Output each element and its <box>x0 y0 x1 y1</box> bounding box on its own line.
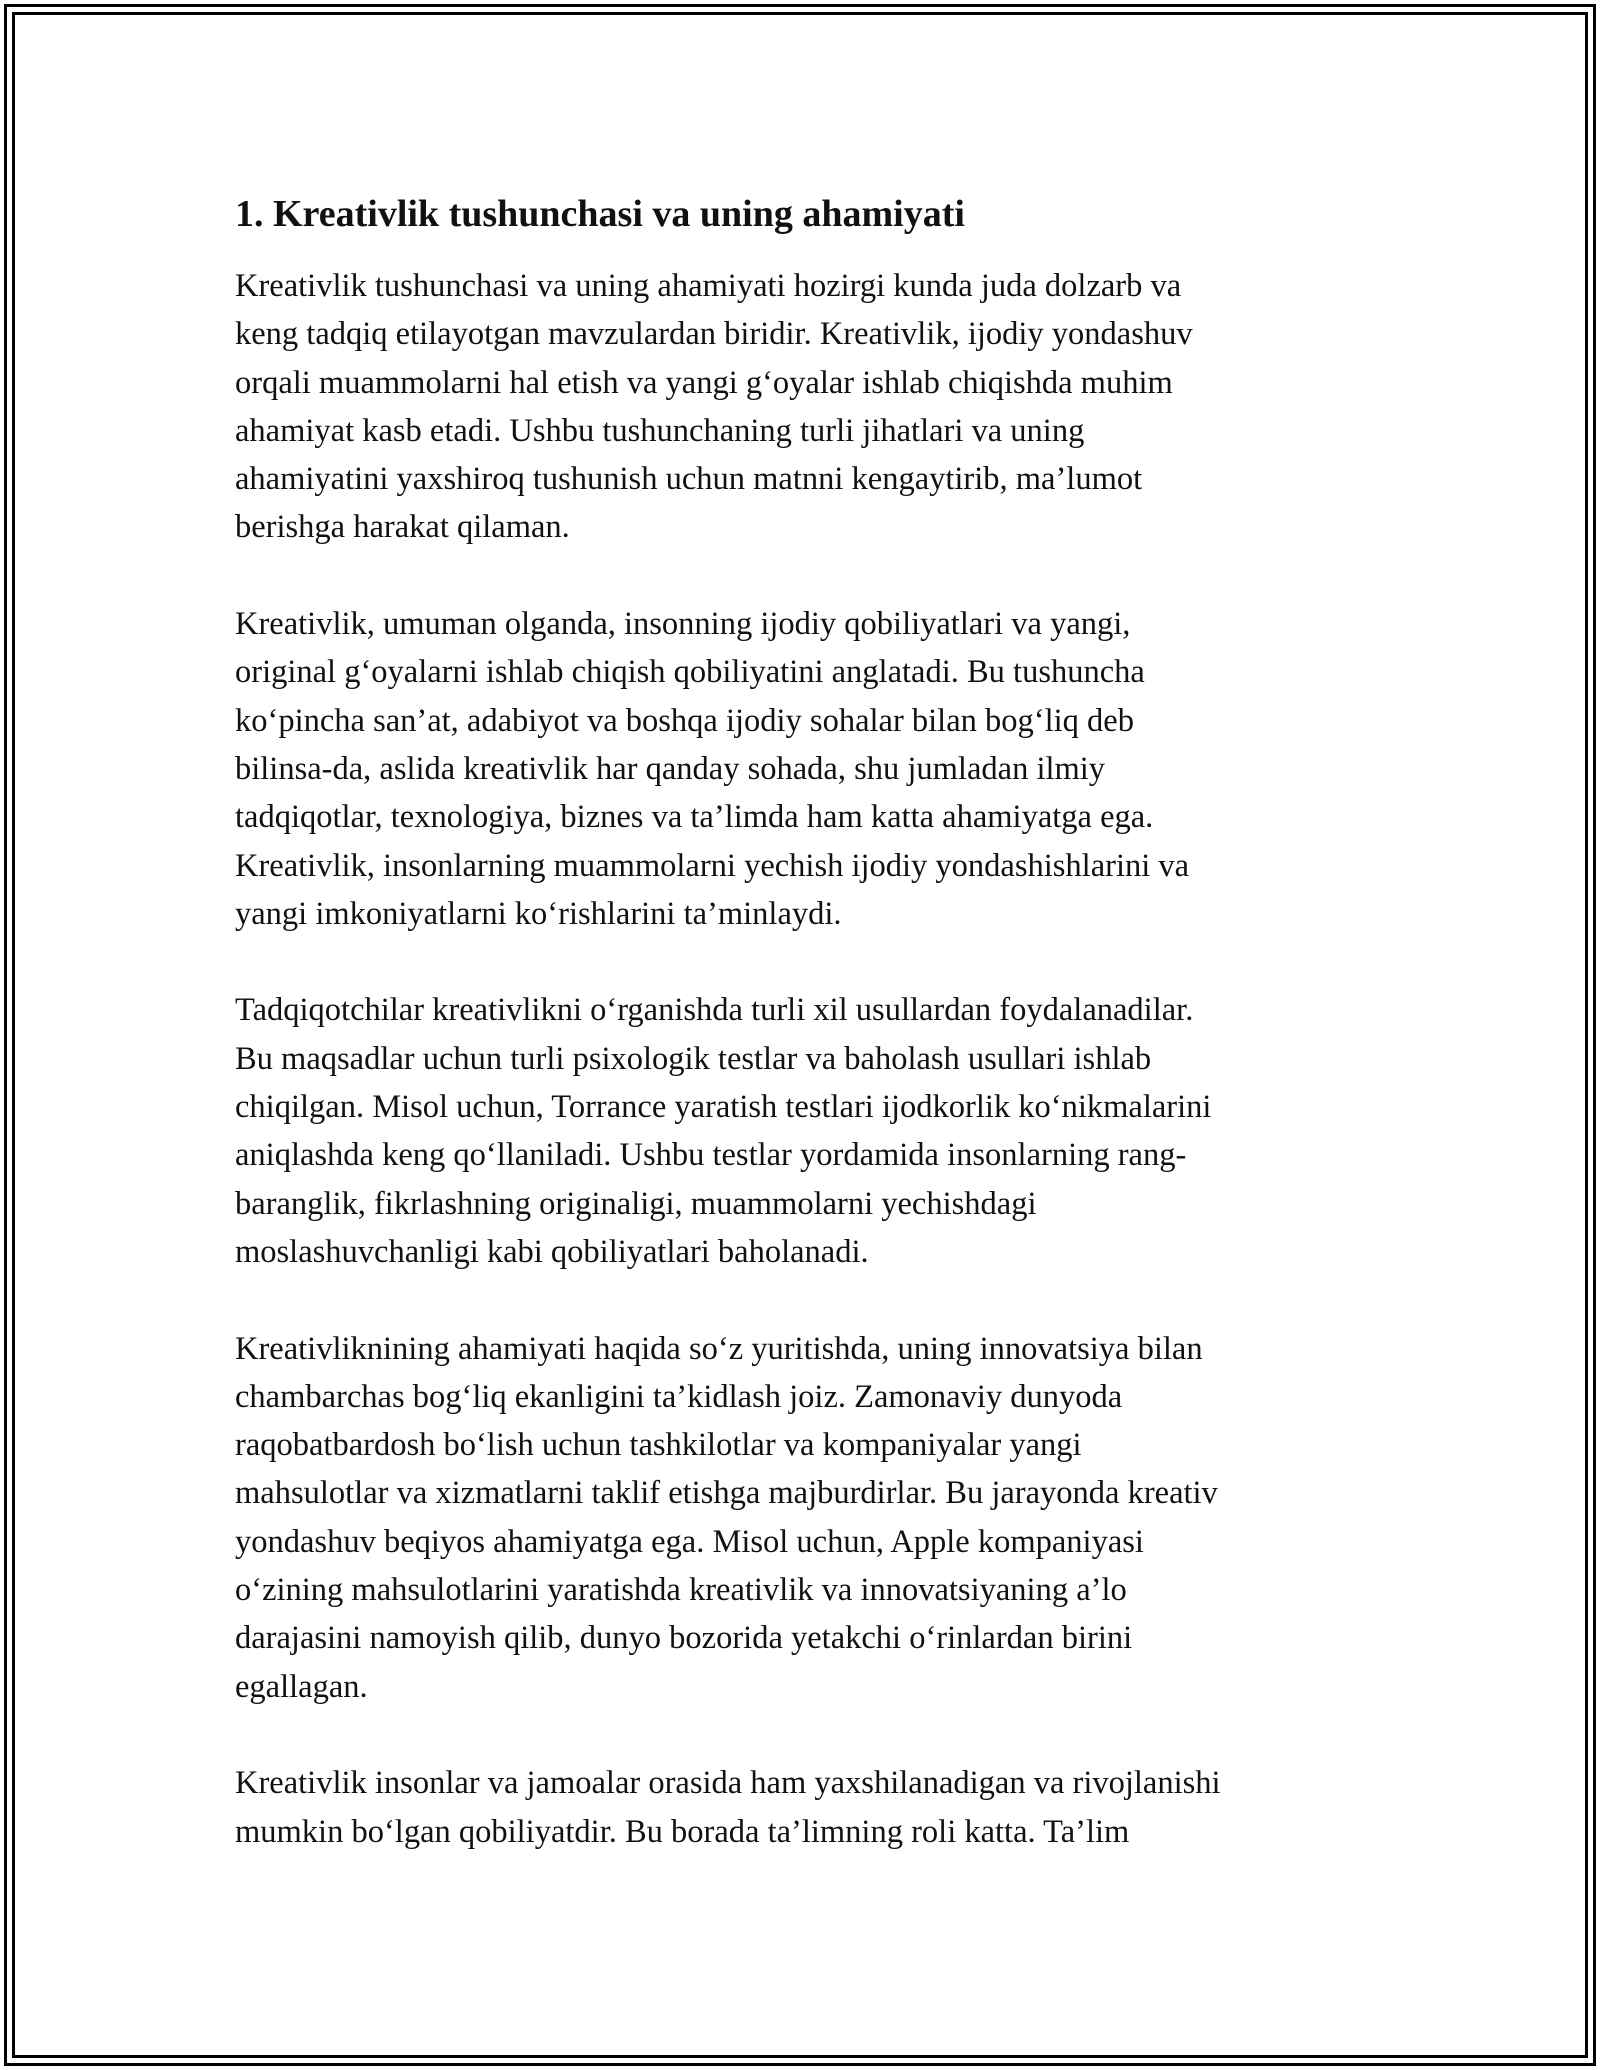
text-line: yondashuv beqiyos ahamiyatga ega. Misol uchun, Apple kompaniyasi <box>235 1523 1144 1560</box>
text-line: darajasini namoyish qilib, dunyo bozorida yetakchi o‘rinlardan birini <box>235 1620 1133 1657</box>
text-line: aniqlashda keng qo‘llaniladi. Ushbu testlar yordamida insonlarning rang- <box>235 1137 1187 1174</box>
section-heading: 1. Kreativlik tushunchasi va uning ahamiyati <box>235 193 965 235</box>
text-line: moslashuvchanligi kabi qobiliyatlari baholanadi. <box>235 1233 869 1270</box>
text-line: Kreativlik, umuman olganda, insonning ijodiy qobiliyatlari va yangi, <box>235 606 1131 643</box>
text-line: Tadqiqotchilar kreativlikni o‘rganishda turli xil usullardan foydalanadilar. <box>235 992 1194 1029</box>
text-line: keng tadqiq etilayotgan mavzulardan biridir. Kreativlik, ijodiy yondashuv <box>235 316 1193 353</box>
text-line: ahamiyatini yaxshiroq tushunish uchun matnni kengaytirib, ma’lumot <box>235 461 1143 498</box>
text-line: bilinsa-da, aslida kreativlik har qanday sohada, shu jumladan ilmiy <box>235 750 1106 787</box>
text-line: egallagan. <box>235 1668 368 1705</box>
text-line: chiqilgan. Misol uchun, Torrance yaratish testlari ijodkorlik ko‘nikmalarini <box>235 1089 1212 1126</box>
paragraph-5 <box>235 1759 1365 1856</box>
text-line: Kreativlik insonlar va jamoalar orasida ham yaxshilanadigan va rivojlanishi <box>235 1765 1221 1802</box>
text-line: o‘zining mahsulotlarini yaratishda kreativlik va innovatsiyaning a’lo <box>235 1572 1127 1609</box>
paragraph-3 <box>235 986 1365 1276</box>
text-line: yangi imkoniyatlarni ko‘rishlarini ta’minlaydi. <box>235 895 842 932</box>
text-line: baranglik, fikrlashning originaligi, muammolarni yechishdagi <box>235 1185 1037 1222</box>
text-line: Kreativlik, insonlarning muammolarni yechish ijodiy yondashishlarini va <box>235 847 1190 884</box>
text-line: Bu maqsadlar uchun turli psixologik testlar va baholash usullari ishlab <box>235 1040 1152 1077</box>
paragraph-1 <box>235 262 1365 552</box>
paragraph-4 <box>235 1325 1365 1711</box>
text-line: raqobatbardosh bo‘lish uchun tashkilotlar va kompaniyalar yangi <box>235 1427 1082 1464</box>
text-line: ahamiyat kasb etadi. Ushbu tushunchaning turli jihatlari va uning <box>235 412 1085 449</box>
text-line: chambarchas bog‘liq ekanligini ta’kidlash joiz. Zamonaviy dunyoda <box>235 1378 1123 1415</box>
text-line: original g‘oyalarni ishlab chiqish qobiliyatini anglatadi. Bu tushuncha <box>235 654 1145 691</box>
text-line: berishga harakat qilaman. <box>235 509 570 546</box>
text-line: mumkin bo‘lgan qobiliyatdir. Bu borada ta’limning roli katta. Ta’lim <box>235 1813 1130 1850</box>
paragraph-2 <box>235 600 1365 938</box>
text-line: Kreativlik tushunchasi va uning ahamiyati hozirgi kunda juda dolzarb va <box>235 268 1182 304</box>
text-line: orqali muammolarni hal etish va yangi g‘oyalar ishlab chiqishda muhim <box>235 364 1173 401</box>
text-line: tadqiqotlar, texnologiya, biznes va ta’limda ham katta ahamiyatga ega. <box>235 799 1154 836</box>
text-line: mahsulotlar va xizmatlarni taklif etishga majburdirlar. Bu jarayonda kreativ <box>235 1475 1218 1512</box>
text-line: Kreativliknining ahamiyati haqida so‘z yuritishda, uning innovatsiya bilan <box>235 1330 1203 1367</box>
text-line: ko‘pincha san’at, adabiyot va boshqa ijodiy sohalar bilan bog‘liq deb <box>235 702 1134 739</box>
document-body <box>235 180 1365 1904</box>
